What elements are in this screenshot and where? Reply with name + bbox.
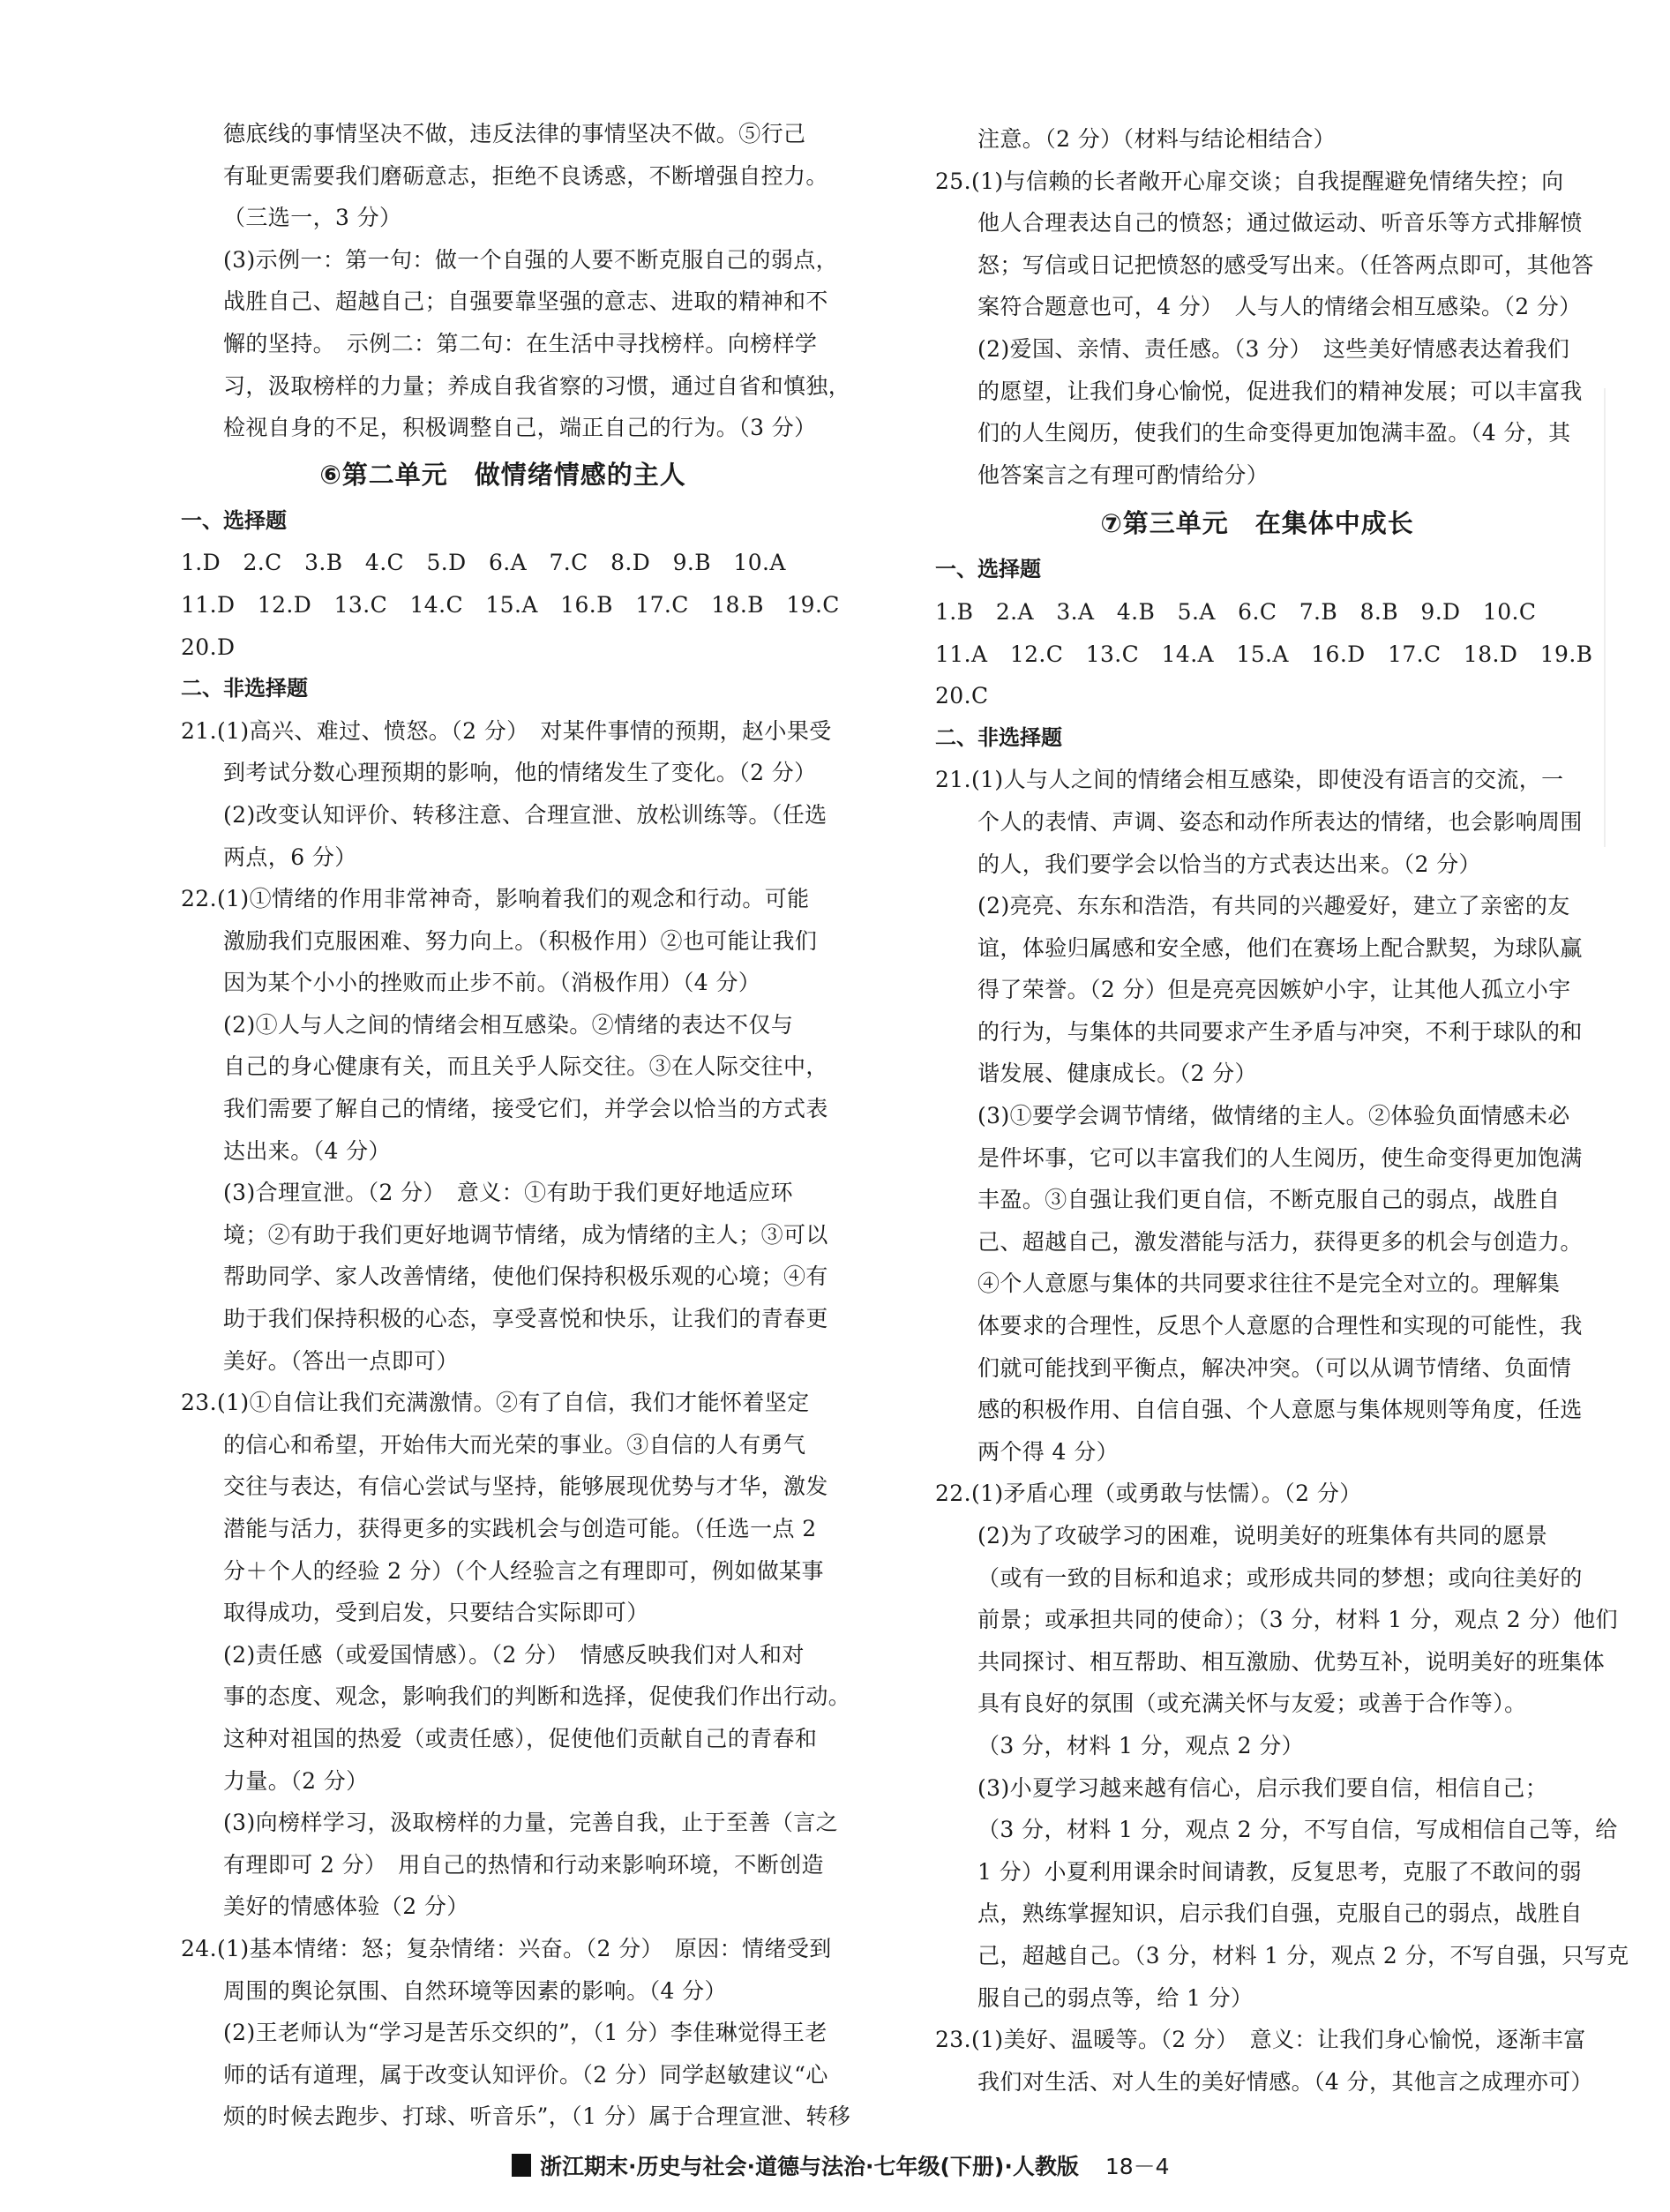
- right-intro-block: [935, 118, 1594, 496]
- text-line: 师的话有道理，属于改变认知评价。（2 分）同学赵敏建议“心: [223, 2061, 828, 2088]
- text-line: 25.(1)与信赖的长者敞开心扉交谈；自我提醒避免情绪失控；向: [935, 168, 1564, 194]
- text-line: (3)合理宣泄。（2 分） 意义：①有助于我们更好地适应环: [223, 1180, 793, 1206]
- text-line: 24.(1)基本情绪：怒；复杂情绪：兴奋。（2 分） 原因：情绪受到: [181, 1935, 832, 1961]
- text-line: 美好。（答出一点即可）: [223, 1347, 459, 1374]
- text-line: (2)为了攻破学习的困难，说明美好的班集体有共同的愿景: [977, 1523, 1548, 1548]
- text-line: 丰盈。③自强让我们更自信，不断克服自己的弱点，战胜自: [977, 1187, 1561, 1213]
- text-line: (2)①人与人之间的情绪会相互感染。②情绪的表达不仅与: [223, 1011, 794, 1038]
- text-line: 己，超越自己。（3 分，材料 1 分，观点 2 分，不写自强，只写克: [977, 1942, 1629, 1968]
- text-line: 两点，6 分）: [223, 844, 357, 870]
- section-nonchoice-heading: 二、非选择题: [935, 724, 1062, 750]
- text-line: 的愿望，让我们身心愉悦，促进我们的精神发展；可以丰富我: [977, 378, 1583, 404]
- text-line: 22.(1)①情绪的作用非常神奇，影响着我们的观念和行动。可能: [181, 886, 810, 912]
- text-line: 事的态度、观念，影响我们的判断和选择，促使我们作出行动。: [223, 1683, 851, 1710]
- text-line: 谐发展、健康成长。（2 分）: [977, 1061, 1257, 1087]
- choice-answers: [181, 542, 840, 668]
- footer-title: 浙江期末·历史与社会·道德与法治·七年级(下册)·人教版: [540, 2154, 1079, 2179]
- text-line: 两个得 4 分）: [977, 1438, 1119, 1465]
- text-line: （3 分，材料 1 分，观点 2 分）: [977, 1732, 1305, 1758]
- text-line: 取得成功，受到启发，只要结合实际即可）: [223, 1600, 649, 1626]
- text-line: 前景；或承担共同的使命）；（3 分，材料 1 分，观点 2 分）他们: [977, 1607, 1619, 1633]
- text-line: (3)向榜样学习，汲取榜样的力量，完善自我，止于至善（言之: [223, 1810, 839, 1836]
- text-line: 境；②有助于我们更好地调节情绪，成为情绪的主人；③可以: [223, 1221, 828, 1248]
- text-line: 体要求的合理性，反思个人意愿的合理性和实现的可能性，我: [977, 1313, 1583, 1339]
- text-line: 案符合题意也可，4 分） 人与人的情绪会相互感染。（2 分）: [977, 294, 1582, 320]
- text-line: 1.D 2.C 3.B 4.C 5.D 6.A 7.C 8.D 9.B 10.A: [181, 550, 786, 576]
- text-line: 个人的表情、声调、姿态和动作所表达的情绪，也会影响周围: [977, 808, 1583, 835]
- text-line: （或有一致的目标和追求；或形成共同的梦想；或向往美好的: [977, 1564, 1583, 1591]
- text-line: 点，熟练掌握知识，启示我们自强，克服自己的弱点，战胜自: [977, 1901, 1583, 1927]
- text-line: 潜能与活力，获得更多的实践机会与创造可能。（任选一点 2: [223, 1516, 817, 1541]
- text-line: 的人，我们要学会以恰当的方式表达出来。（2 分）: [977, 851, 1481, 877]
- text-line: 烦的时候去跑步、打球、听音乐”，（1 分）属于合理宣泄、转移: [223, 2103, 851, 2130]
- text-line: 注意。（2 分）（材料与结论相结合）: [977, 126, 1337, 152]
- text-line: 我们对生活、对人生的美好情感。（4 分，其他言之成理亦可）: [977, 2068, 1593, 2095]
- text-line: (2)改变认知评价、转移注意、合理宣泄、放松训练等。（任选: [223, 801, 828, 828]
- text-line: 21.(1)人与人之间的情绪会相互感染，即使没有语言的交流，一: [935, 767, 1564, 793]
- text-line: 20.C: [935, 683, 989, 709]
- section-choice-heading: 一、选择题: [935, 557, 1041, 582]
- section-choice-heading: 一、选择题: [181, 507, 287, 533]
- text-line: 自己的身心健康有关，而且关乎人际交往。③在人际交往中，: [223, 1054, 828, 1080]
- footer-square-icon: [512, 2154, 531, 2177]
- text-line: 周围的舆论氛围、自然环境等因素的影响。（4 分）: [223, 1977, 727, 2004]
- text-line: 感的积极作用、自信自强、个人意愿与集体规则等角度，任选: [977, 1397, 1583, 1423]
- text-line: 22.(1)矛盾心理（或勇敢与怯懦）。（2 分）: [935, 1481, 1362, 1507]
- text-line: 们就可能找到平衡点，解决冲突。（可以从调节情绪、负面情: [977, 1354, 1572, 1381]
- text-line: 他人合理表达自己的愤怒；通过做运动、听音乐等方式排解愤: [977, 210, 1583, 236]
- text-line: 有耻更需要我们磨砺意志，拒绝不良诱惑，不断增强自控力。: [223, 162, 828, 189]
- text-line: 谊，体验归属感和安全感，他们在赛场上配合默契，为球队赢: [977, 934, 1583, 961]
- text-line: 到考试分数心理预期的影响，他的情绪发生了变化。（2 分）: [223, 760, 817, 786]
- text-line: (2)爱国、亲情、责任感。（3 分） 这些美好情感表达着我们: [977, 335, 1570, 362]
- text-line: 怒；写信或日记把愤怒的感受写出来。（任答两点即可，其他答: [977, 251, 1594, 278]
- text-line: 得了荣誉。（2 分）但是亮亮因嫉妒小宇，让其他人孤立小宇: [977, 977, 1571, 1003]
- text-line: 的信心和希望，开始伟大而光荣的事业。③自信的人有勇气: [223, 1431, 806, 1458]
- text-line: (2)责任感（或爱国情感）。（2 分） 情感反映我们对人和对: [223, 1641, 805, 1668]
- text-line: (2)亮亮、东东和浩浩，有共同的兴趣爱好，建立了亲密的友: [977, 893, 1570, 919]
- nonchoice-answers: [181, 710, 851, 2138]
- text-line: （3 分，材料 1 分，观点 2 分，不写自信，写成相信自己等，给: [977, 1817, 1618, 1843]
- text-line: 分＋个人的经验 2 分）（个人经验言之有理即可，例如做某事: [223, 1557, 824, 1584]
- text-line: 检视自身的不足，积极调整自己，端正自己的行为。（3 分）: [223, 415, 817, 441]
- text-line: 德底线的事情坚决不做，违反法律的事情坚决不做。⑤行己: [223, 121, 806, 146]
- text-line: 达出来。（4 分）: [223, 1137, 391, 1164]
- text-line: 1 分）小夏利用课余时间请教，反复思考，克服了不敢问的弱: [977, 1858, 1583, 1885]
- column-edge-line: [1604, 388, 1606, 847]
- text-line: (3)示例一：第一句：做一个自强的人要不断克服自己的弱点，: [223, 246, 839, 273]
- text-line: 1.B 2.A 3.A 4.B 5.A 6.C 7.B 8.B 9.D 10.C: [935, 598, 1537, 625]
- section-nonchoice-heading: 二、非选择题: [181, 676, 308, 701]
- text-line: (3)小夏学习越来越有信心，启示我们要自信，相信自己；: [977, 1774, 1548, 1801]
- left-column: [181, 113, 851, 2138]
- text-line: 己、超越自己，激发潜能与活力，获得更多的机会与创造力。: [977, 1228, 1583, 1255]
- text-line: 是件坏事，它可以丰富我们的人生阅历，使生命变得更加饱满: [977, 1144, 1583, 1171]
- text-line: 他答案言之有理可酌情给分）: [977, 461, 1269, 488]
- text-line: 11.D 12.D 13.C 14.C 15.A 16.B 17.C 18.B 19.C: [181, 591, 840, 618]
- page-number: 18－4: [1105, 2154, 1170, 2179]
- text-line: 助于我们保持积极的心态，享受喜悦和快乐，让我们的青春更: [223, 1306, 828, 1332]
- text-line: 力量。（2 分）: [223, 1767, 369, 1794]
- left-intro-block: [181, 113, 851, 449]
- text-line: 20.D: [181, 634, 236, 660]
- text-line: 我们需要了解自己的情绪，接受它们，并学会以恰当的方式表: [223, 1096, 828, 1122]
- text-line: 有理即可 2 分） 用自己的热情和行动来影响环境，不断创造: [223, 1851, 824, 1878]
- text-line: 11.A 12.C 13.C 14.A 15.A 16.D 17.C 18.D 19.B: [935, 641, 1593, 667]
- text-line: (2)王老师认为“学习是苦乐交织的”，（1 分）李佳琳觉得王老: [223, 2020, 828, 2046]
- right-column: [935, 118, 1629, 2103]
- text-line: 美好的情感体验（2 分）: [223, 1893, 469, 1920]
- text-line: 23.(1)美好、温暖等。（2 分） 意义：让我们身心愉悦，逐渐丰富: [935, 2027, 1586, 2053]
- text-line: 帮助同学、家人改善情绪，使他们保持积极乐观的心境；④有: [223, 1263, 828, 1290]
- unit-title-2: ⑥第二单元 做情绪情感的主人: [319, 459, 686, 490]
- unit-title-3: ⑦第三单元 在集体中成长: [1100, 508, 1414, 539]
- text-line: 21.(1)高兴、难过、愤怒。（2 分） 对某件事情的预期，赵小果受: [181, 717, 832, 744]
- text-line: （三选一，3 分）: [223, 205, 402, 231]
- text-line: 服自己的弱点等，给 1 分）: [977, 1984, 1254, 2011]
- text-line: 激励我们克服困难、努力向上。（积极作用）②也可能让我们: [223, 927, 818, 954]
- nonchoice-answers: [935, 759, 1629, 2103]
- text-line: 交往与表达，有信心尝试与坚持，能够展现优势与才华，激发: [223, 1473, 828, 1500]
- text-line: 23.(1)①自信让我们充满激情。②有了自信，我们才能怀着坚定: [181, 1390, 810, 1416]
- choice-answers: [935, 591, 1593, 717]
- text-line: 因为某个小小的挫败而止步不前。（消极作用）（4 分）: [223, 970, 761, 996]
- page-footer: [512, 2148, 1170, 2183]
- text-line: (3)①要学会调节情绪，做情绪的主人。②体验负面情感未必: [977, 1103, 1570, 1129]
- text-line: 这种对祖国的热爱（或责任感），促使他们贡献自己的青春和: [223, 1725, 818, 1751]
- text-line: 具有良好的氛围（或充满关怀与友爱；或善于合作等）。: [977, 1691, 1527, 1717]
- text-line: ④个人意愿与集体的共同要求往往不是完全对立的。理解集: [977, 1271, 1561, 1297]
- text-line: 懈的坚持。 示例二：第二句：在生活中寻找榜样。向榜样学: [223, 330, 818, 356]
- text-line: 共同探讨、相互帮助、相互激励、优势互补，说明美好的班集体: [977, 1648, 1606, 1675]
- text-line: 战胜自己、超越自己；自强要靠坚强的意志、进取的精神和不: [223, 289, 828, 315]
- text-line: 习，汲取榜样的力量；养成自我省察的习惯，通过自省和慎独，: [223, 372, 851, 399]
- text-line: 们的人生阅历，使我们的生命变得更加饱满丰盈。（4 分，其: [977, 420, 1571, 446]
- text-line: 的行为，与集体的共同要求产生矛盾与冲突，不利于球队的和: [977, 1018, 1583, 1045]
